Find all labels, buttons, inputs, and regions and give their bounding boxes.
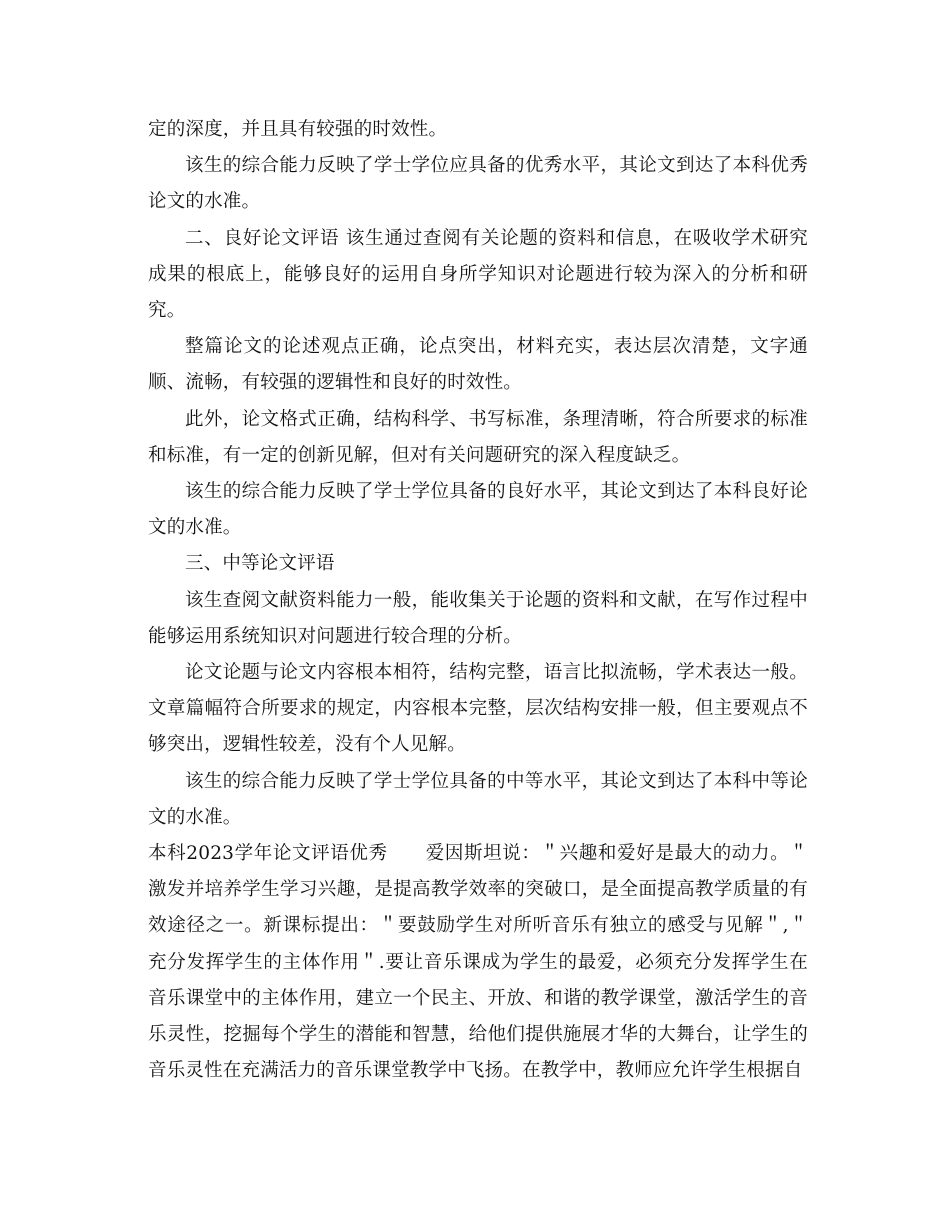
paragraph-medium-research: 该生查阅文献资料能力一般，能收集关于论题的资料和文献，在写作过程中能够运用系统知识对问题进行较合理的分析。 <box>148 589 808 647</box>
section-title: 本科2023学年论文评语优秀 <box>148 843 388 865</box>
paragraph-music-text: 爱因斯坦说：＂兴趣和爱好是最大的动力。＂激发并培养学生学习兴趣，是提高教学效率的突破口，是全面提高教学质量的有效途径之一。新课标提出：＂要鼓励学生对所听音乐有独立的感受与见解＂,＂充分发挥学生的主体作用＂.要让音乐课成为学生的最爱，必须充分发挥学生在音乐课堂中的主体作用，建立一个民主、开放、和谐的教学课堂，激活学生的音乐灵性，挖掘每个学生的潜能和智慧，给他们提供施展才华的大舞台，让学生的音乐灵性在充满活力的音乐课堂教学中飞扬。在教学中，教师应允许学生根据自 <box>148 843 808 1082</box>
paragraph-medium-summary: 该生的综合能力反映了学士学位具备的中等水平，其论文到达了本科中等论文的水准。 <box>148 770 808 828</box>
paragraph-excellent-summary: 该生的综合能力反映了学士学位应具备的优秀水平，其论文到达了本科优秀论文的水准。 <box>148 155 808 213</box>
paragraph-continuation: 定的深度，并且具有较强的时效性。 <box>148 119 448 140</box>
paragraph-good-format: 此外，论文格式正确，结构科学、书写标准，条理清晰，符合所要求的标准和标准，有一定的创新见解，但对有关问题研究的深入程度缺乏。 <box>148 408 808 466</box>
document-body <box>148 112 808 1089</box>
paragraph-medium-content: 论文论题与论文内容根本相符，结构完整，语言比拟流畅，学术表达一般。文章篇幅符合所要求的规定，内容根本完整，层次结构安排一般，但主要观点不够突出，逻辑性较差，没有个人见解。 <box>148 662 808 756</box>
paragraph-music-teaching <box>148 836 808 1089</box>
paragraph-good-review: 二、良好论文评语 该生通过查阅有关论题的资料和信息，在吸收学术研究成果的根底上，能够良好的运用自身所学知识对论题进行较为深入的分析和研究。 <box>148 227 808 322</box>
paragraph-good-argument: 整篇论文的论述观点正确，论点突出，材料充实，表达层次清楚，文字通顺、流畅，有较强的逻辑性和良好的时效性。 <box>148 336 808 394</box>
paragraph-good-summary: 该生的综合能力反映了学士学位具备的良好水平，其论文到达了本科良好论文的水准。 <box>148 481 808 539</box>
section-heading-medium: 三、中等论文评语 <box>185 553 335 575</box>
